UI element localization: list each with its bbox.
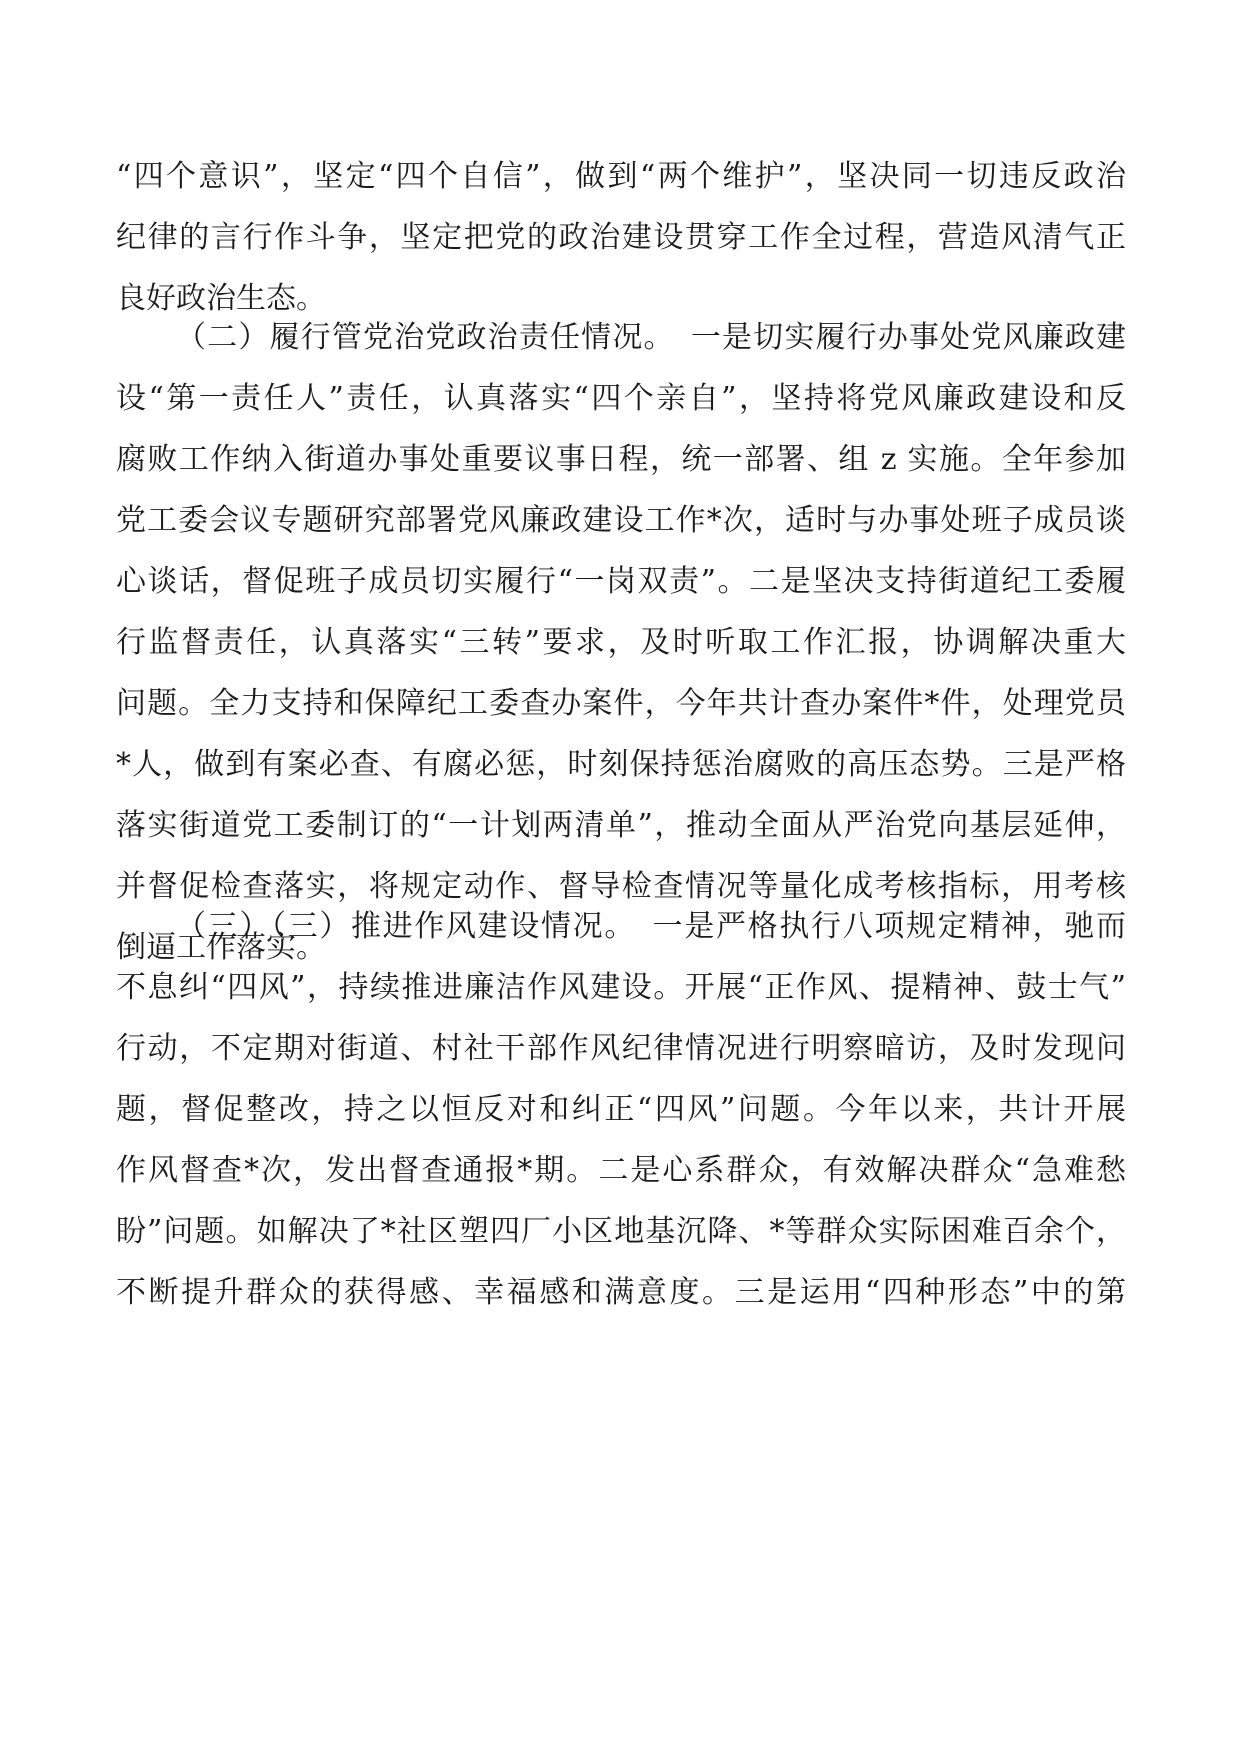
text-line: 腐败工作纳入街道办事处重要议事日程，统一部署、组 z 实施。全年参加	[116, 442, 1126, 477]
text-line: 不息纠“四风”，持续推进廉洁作风建设。开展“正作风、提精神、鼓士气”	[116, 970, 1126, 1005]
paragraph-party-responsibility	[116, 307, 1126, 978]
text-line: 党工委会议专题研究部署党风廉政建设工作*次，适时与办事处班子成员谈	[116, 503, 1126, 538]
text-line: “四个意识”，坚定“四个自信”，做到“两个维护”，坚决同一切违反政治	[116, 159, 1126, 194]
text-line: 行动，不定期对街道、村社干部作风纪律情况进行明察暗访，及时发现问	[116, 1031, 1126, 1066]
text-line: （二）履行管党治党政治责任情况。 一是切实履行办事处党风廉政建	[176, 320, 1126, 355]
text-line: 设“第一责任人”责任，认真落实“四个亲自”，坚持将党风廉政建设和反	[116, 381, 1126, 416]
text-line: 盼”问题。如解决了*社区塑四厂小区地基沉降、*等群众实际困难百余个，	[116, 1214, 1126, 1249]
text-line: （三）（三）推进作风建设情况。 一是严格执行八项规定精神，驰而	[176, 909, 1126, 944]
text-line: 心谈话，督促班子成员切实履行“一岗双责”。二是坚决支持街道纪工委履	[116, 564, 1126, 599]
text-line: 落实街道党工委制订的“一计划两清单”，推动全面从严治党向基层延伸，	[116, 808, 1126, 843]
text-line: 不断提升群众的获得感、幸福感和满意度。三是运用“四种形态”中的第	[116, 1275, 1126, 1310]
text-line: 并督促检查落实，将规定动作、督导检查情况等量化成考核指标，用考核	[116, 869, 1126, 904]
text-line: *人，做到有案必查、有腐必惩，时刻保持惩治腐败的高压态势。三是严格	[116, 747, 1126, 782]
text-line: 作风督查*次，发出督查通报*期。二是心系群众，有效解决群众“急难愁	[116, 1153, 1126, 1188]
paragraph-work-style	[116, 896, 1126, 1323]
text-line: 倒逼工作落实。	[116, 930, 326, 965]
text-line: 行监督责任，认真落实“三转”要求，及时听取工作汇报，协调解决重大	[116, 625, 1126, 660]
paragraph-political-construction	[116, 146, 1126, 329]
text-line: 纪律的言行作斗争，坚定把党的政治建设贯穿工作全过程，营造风清气正	[116, 220, 1126, 255]
text-line: 问题。全力支持和保障纪工委查办案件，今年共计查办案件*件，处理党员	[116, 686, 1126, 721]
text-line: 良好政治生态。	[116, 281, 326, 316]
text-line: 题，督促整改，持之以恒反对和纠正“四风”问题。今年以来，共计开展	[116, 1092, 1126, 1127]
